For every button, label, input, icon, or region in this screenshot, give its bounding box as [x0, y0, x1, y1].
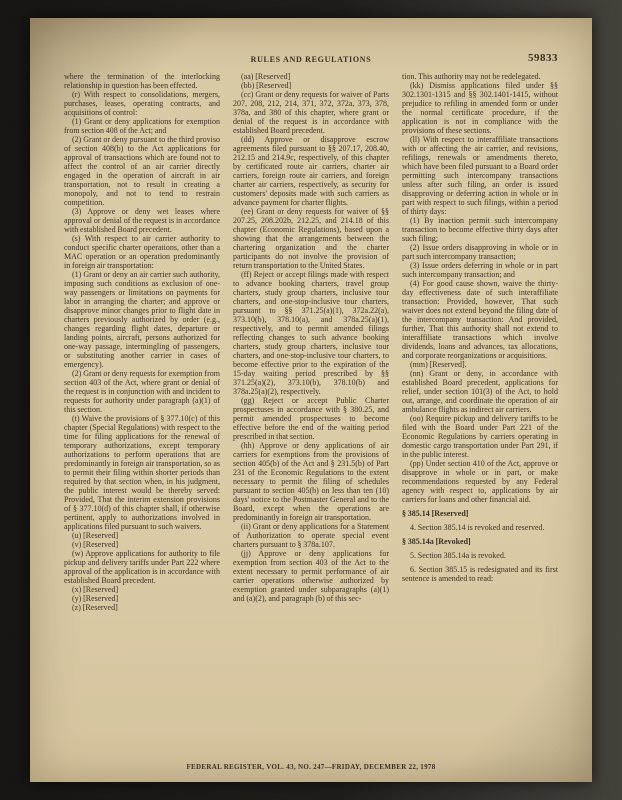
- body-paragraph: (cc) Grant or deny requests for waiver of Parts 207, 208, 212, 214, 371, 372, 372a, 373, 378, 378a, and 380 of this chapter, where grant or denial of the request is in accordance with established Board precedent.: [233, 90, 389, 135]
- column-1: [64, 72, 220, 744]
- body-paragraph: (gg) Reject or accept Public Charter prospectuses in accordance with § 380.25, and permit amended prospectuses to become effective before the end of the waiting period prescribed in that section.: [233, 396, 389, 441]
- body-paragraph: (ee) Grant or deny requests for waiver of §§ 207.25, 208.202b, 212.25, and 214.18 of this chapter (Economic Regulations), based upon a showing that the arrangements between the chartering organization and the charter participants do not involve the provision of return transportation to the United States.: [233, 207, 389, 270]
- body-paragraph: (u) [Reserved]: [72, 531, 119, 540]
- body-paragraph: (r) With respect to consolidations, mergers, purchases, leases, operating contracts, and acquisitions of control:: [64, 90, 220, 117]
- body-paragraph: 5. Section 385.14a is revoked.: [410, 551, 506, 560]
- page-content: [64, 52, 558, 744]
- page-header: [64, 52, 558, 68]
- body-paragraph: (3) Approve or deny wet leases where approval or denial of the request is in accordance with established Board precedent.: [64, 207, 220, 234]
- column-3: [402, 72, 558, 744]
- body-paragraph: (1) By inaction permit such intercompany transaction to become effective thirty days after such filing;: [402, 216, 558, 243]
- body-paragraph: (kk) Dismiss applications filed under §§ 302.1301-1315 and §§ 302.1401-1415, without prejudice to refiling in amended form or under the normal certificate procedure, if the application is not in compliance with the provisions of these sections.: [402, 81, 558, 135]
- body-paragraph: (mm) [Reserved].: [410, 360, 467, 369]
- body-paragraph: (1) Grant or deny applications for exemption from section 408 of the Act; and: [64, 117, 220, 135]
- body-paragraph: (nn) Grant or deny, in accordance with established Board precedent, applications for relief, under section 101(3) of the Act, to hold out, arrange, and coordinate the operation of air ambulance flights as indirect air carriers.: [402, 369, 558, 414]
- body-paragraph: (w) Approve applications for authority to file pickup and delivery tariffs under Part 222 where approval of the application is in accordance with established Board precedent.: [64, 549, 220, 585]
- body-paragraph: (s) With respect to air carrier authority to conduct specific charter operations, other than a MAC operation or an operation predominantly in foreign air transportation:: [64, 234, 220, 270]
- body-paragraph: (jj) Approve or deny applications for exemption from section 403 of the Act to the extent necessary to permit performance of air carrier operations otherwise authorized by exemption granted under subparagraphs (a)(1) and (a)(2), and paragraph (b) of this sec-: [233, 549, 389, 603]
- body-paragraph: tion. This authority may not be redelegated.: [402, 72, 541, 81]
- body-paragraph: (aa) [Reserved]: [241, 72, 291, 81]
- body-paragraph: (2) Issue orders disapproving in whole or in part such intercompany transaction;: [402, 243, 558, 261]
- body-paragraph: (4) For good cause shown, waive the thirty-day effectiveness date of such interaffiliate transaction: Provided, however, That such waiver does not extend beyond the filing date of the intercompany transaction: And provided, further, That this authority shall not extend to interaffiliate transactions which involve dividends, loans and advances, tax allocations, and corporate reorganizations or acquisitions.: [402, 279, 558, 360]
- body-paragraph: (bb) [Reserved]: [241, 81, 292, 90]
- body-paragraph: (x) [Reserved]: [72, 585, 119, 594]
- body-paragraph: (1) Grant or deny an air carrier such authority, imposing such conditions as exclusion of one-way passengers or limitations on payments for labor in arranging the charter; and approve or disapprove minor changes prior to flight date in charters previously authorized by order (e.g., changes regarding flight dates, departure or landing points, aircraft, persons authorized for one-way passage, intermingling of passengers, or substituting another carrier in cases of emergency).: [64, 270, 220, 369]
- running-head: RULES AND REGULATIONS: [250, 55, 372, 64]
- body-paragraph: 6. Section 385.15 is redesignated and its first sentence is amended to read:: [402, 565, 558, 583]
- text-columns: [64, 72, 558, 744]
- body-paragraph: 4. Section 385.14 is revoked and reserved.: [410, 523, 545, 532]
- body-paragraph: (3) Issue orders deferring in whole or in part such intercompany transaction; and: [402, 261, 558, 279]
- page-number: 59833: [528, 52, 558, 64]
- body-paragraph: (ff) Reject or accept filings made with respect to advance booking charters, travel group charters, study group charters, inclusive tour charters, and one-stop-inclusive tour charters, pursuant to §§ 371.25(a)(1), 372a.22(a), 373.10(b), 378.10(a), and 378a.25(a)(1), respectively, and to permit amended filings reflecting changes to such advance booking charters, study group charters, inclusive tour charters, and one-stop-inclusive tour charters, to become effective prior to the expiration of the 15-day waiting period prescribed by §§ 371.25(a)(2), 373.10(b), 378.10(b) and 378a.25(a)(2), respectively.: [233, 270, 389, 396]
- body-paragraph: where the termination of the interlocking relationship in question has been effected.: [64, 72, 220, 90]
- section-heading: § 385.14a [Revoked]: [402, 537, 471, 546]
- document-page: [30, 18, 592, 782]
- body-paragraph: (pp) Under section 410 of the Act, approve or disapprove in whole or in part, or make recommendations requested by any Federal agency with respect to, applications by air carriers for loans and other financial aid.: [402, 459, 558, 504]
- column-2: [233, 72, 389, 744]
- page-footer: FEDERAL REGISTER, VOL. 43, NO. 247—FRIDAY, DECEMBER 22, 1978: [186, 763, 436, 771]
- body-paragraph: (oo) Require pickup and delivery tariffs to be filed with the Board under Part 221 of the Economic Regulations by carriers operating in domestic cargo transportation under Part 291, if in the public interest.: [402, 414, 558, 459]
- body-paragraph: (dd) Approve or disapprove escrow agreements filed pursuant to §§ 207.17, 208.40, 212.15 and 214.9c, respectively, of this chapter by certificated route air carriers, charter air carriers, foreign route air carriers, and foreign charter air carriers, respectively, as security for customers' deposits made with such carriers as advance payment for charter flights.: [233, 135, 389, 207]
- body-paragraph: (ii) Grant or deny applications for a Statement of Authorization to operate special event charters pursuant to § 378a.107.: [233, 522, 389, 549]
- body-paragraph: (2) Grant or deny pursuant to the third proviso of section 408(b) to the Act applications for approval of transactions which are found not to affect the control of an air carrier directly engaged in the operation of aircraft in air transportation, not to result in creating a monopoly, and not to tend to restrain competition.: [64, 135, 220, 207]
- body-paragraph: (v) [Reserved]: [72, 540, 119, 549]
- body-paragraph: (t) Waive the provisions of § 377.10(c) of this chapter (Special Regulations) with respect to the time for filing applications for the renewal of temporary authorizations, except temporary authorizations to perform operations that are predominantly in foreign air transportation, so as to permit their filing within shorter periods than required by that section when, in his judgment, the public interest would be thereby served: Provided, That the interim extension provisions of § 377.10(d) of this chapter shall, if otherwise pertinent, apply to authorizations involved in applications filed pursuant to such waivers.: [64, 414, 220, 531]
- body-paragraph: (hh) Approve or deny applications of air carriers for exemptions from the provisions of section 405(b) of the Act and § 231.5(b) of Part 231 of the Economic Regulations to the extent necessary to permit the filing of schedules pursuant to section 405(b) on less than ten (10) days' notice to the Postmaster General and to the Board, except when the operations are predominantly in foreign air transportation.: [233, 441, 389, 522]
- body-paragraph: (ll) With respect to interaffiliate transactions with or affecting the air carrier, and revisions, refilings, renewals or amendments thereto, which have been filed pursuant to a Board order permitting such intercompany transactions unless after such filing, an order is issued disapproving or deferring action in whole or in part with respect to such filings, within a period of thirty days:: [402, 135, 558, 216]
- body-paragraph: (y) [Reserved]: [72, 594, 119, 603]
- body-paragraph: (2) Grant or deny requests for exemption from section 403 of the Act, where grant or denial of the request is in conjunction with and incident to requests for authority under paragraph (a)(1) of this section.: [64, 369, 220, 414]
- section-heading: § 385.14 [Reserved]: [402, 509, 469, 518]
- body-paragraph: (z) [Reserved]: [72, 603, 118, 612]
